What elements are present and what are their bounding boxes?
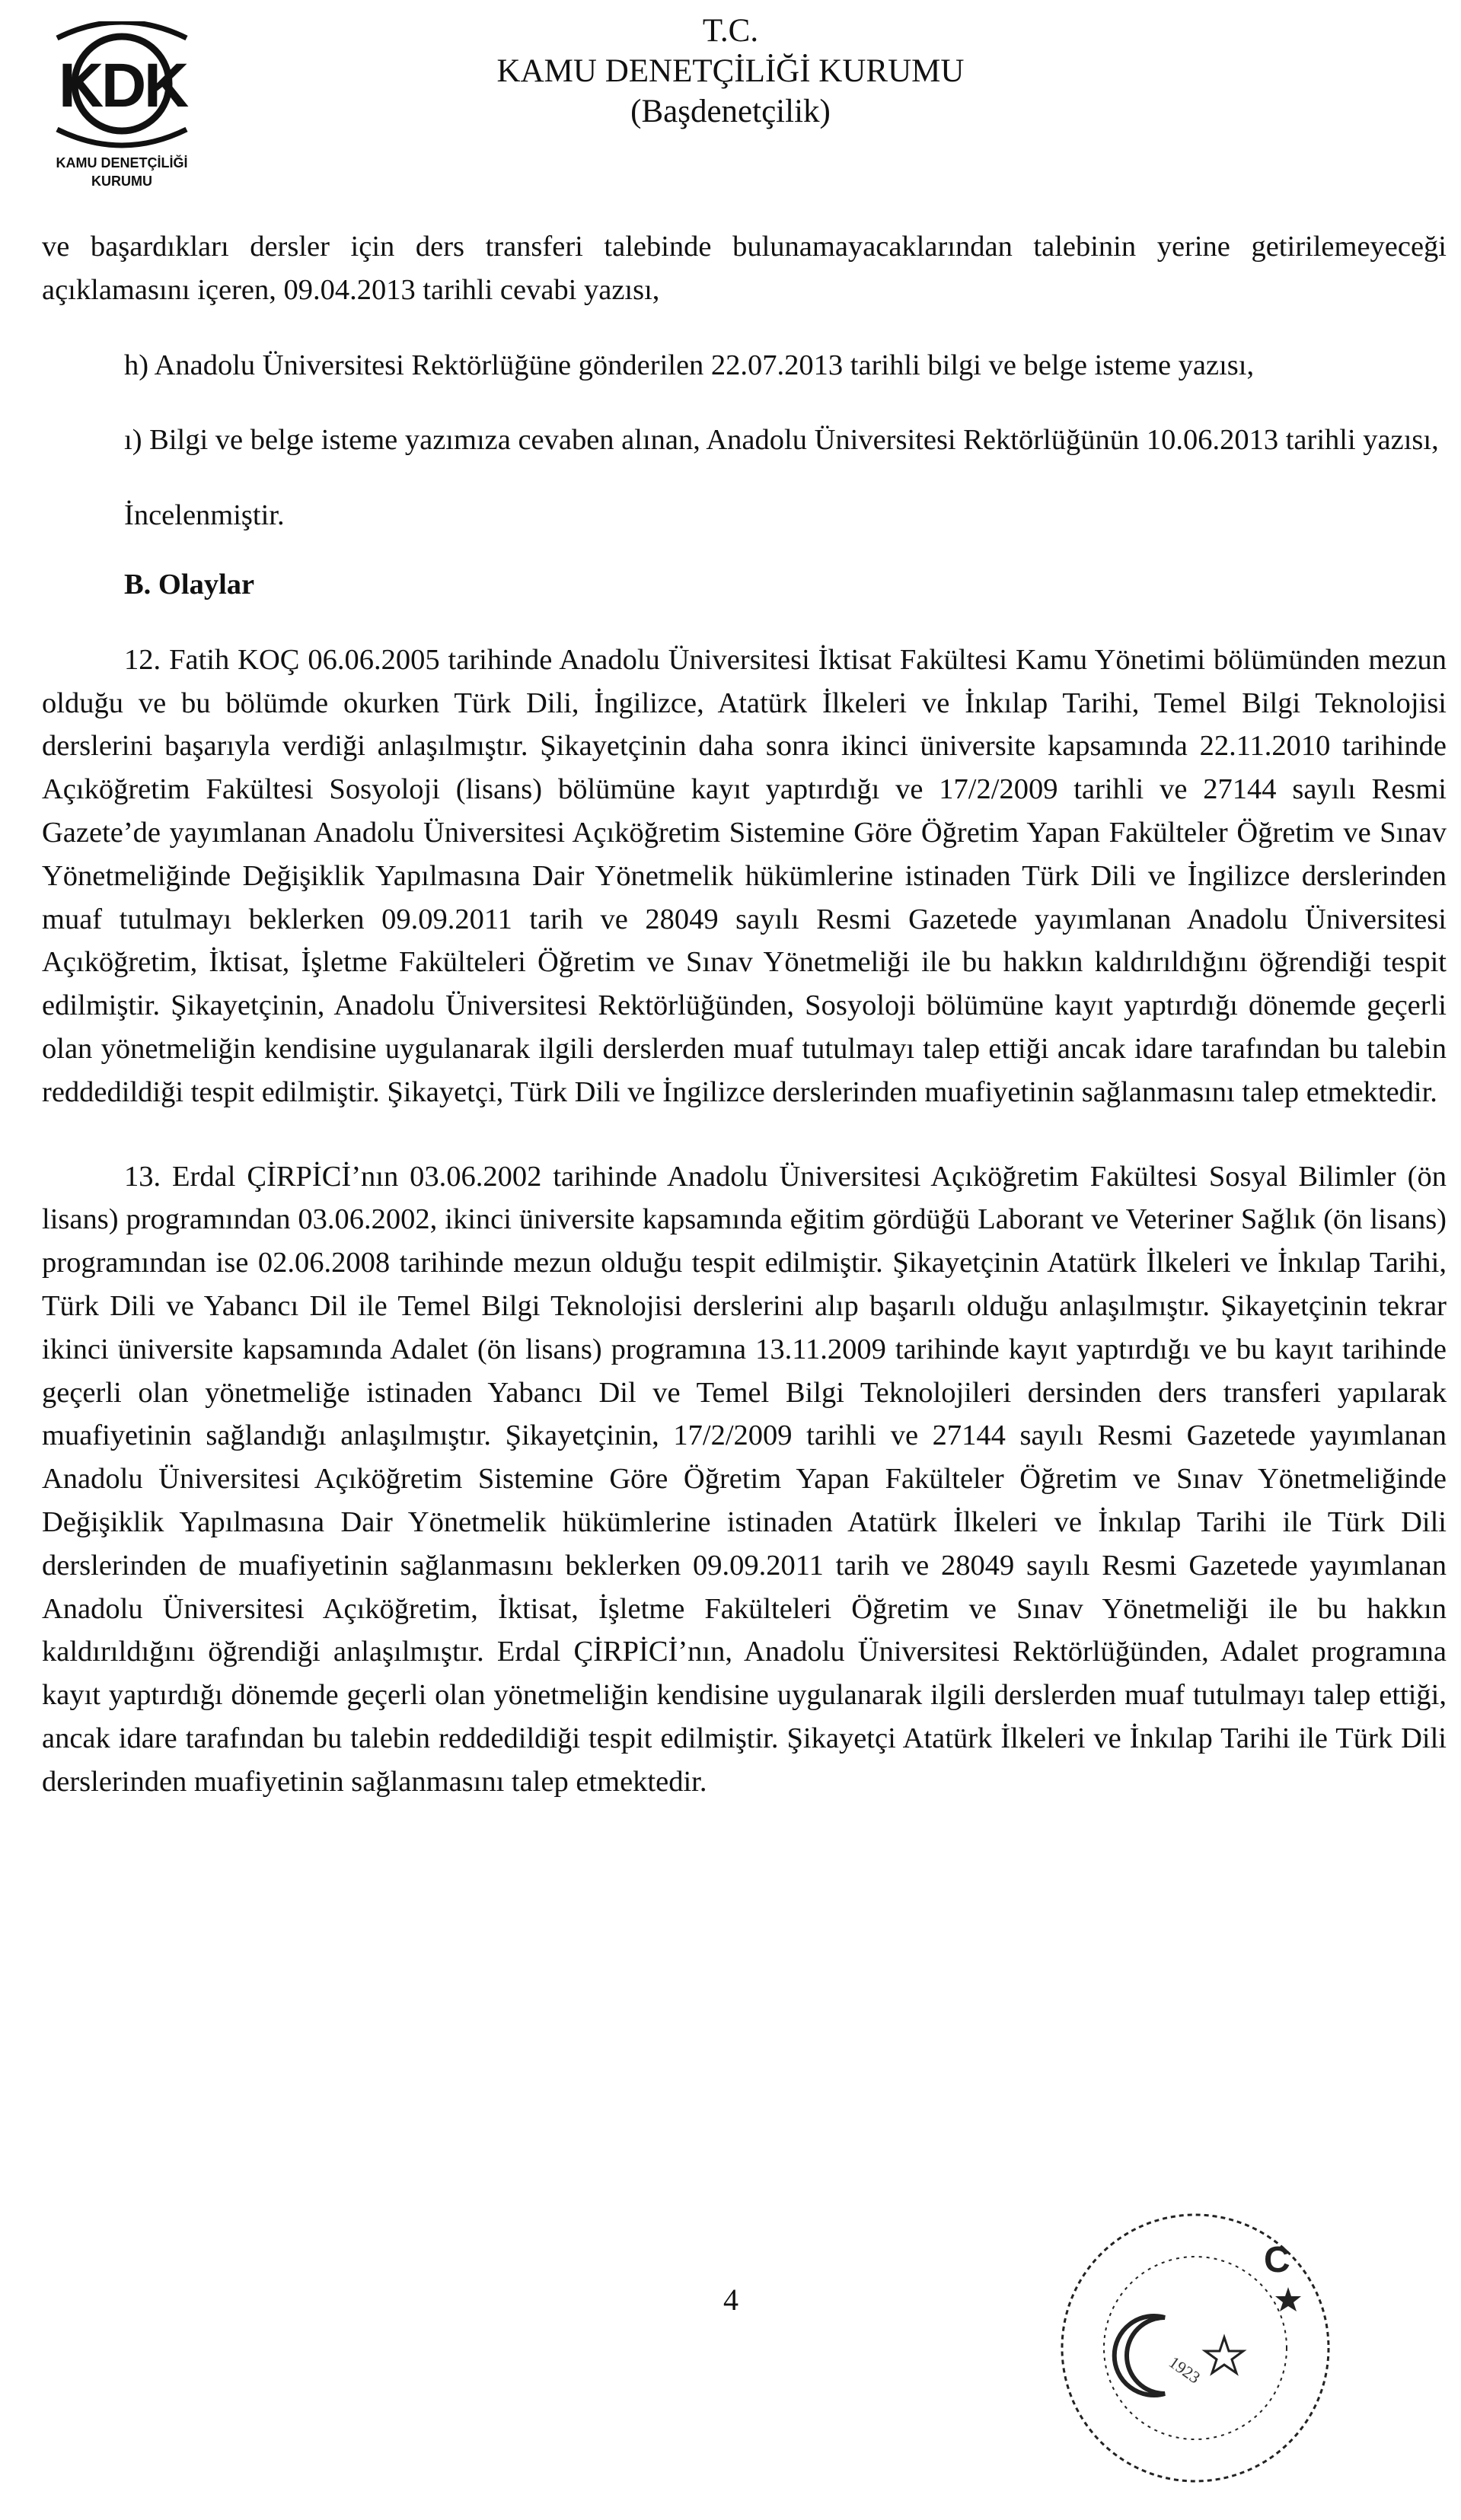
paragraph-incelenmistir: İncelenmiştir. — [124, 499, 285, 532]
paragraph-13: 13. Erdal ÇİRPİCİ’nın 03.06.2002 tarihinde Anadolu Üniversitesi Açıköğretim Fakültesi Sosyal Bilimler (ön lisans) programından 03.06.2002, ikinci üniversite kapsamında eğitim gördüğü Laborant ve Veteriner Sağlık (ön lisans) programından ise 02.06.2008 tarihinde mezun olduğu tespit edilmiştir. Şikayetçinin Atatürk İlkeleri ve İnkılap Tarihi, Türk Dili ve Yabancı Dil ile Temel Bilgi Teknolojisi derslerini alıp başarılı olduğu anlaşılmıştır. Şikayetçinin tekrar ikinci üniversite kapsamında Adalet (ön lisans) programına 13.11.2009 tarihinde kayıt yaptırdığı ve bu kayıt tarihinde geçerli olan yönetmeliğe istinaden Yabancı Dil ve Temel Bilgi Teknolojileri dersinden ders transferi yapılarak muafiyetinin sağlandığı anlaşılmıştır. Şikayetçinin, 17/2/2009 tarihli ve 27144 sayılı Resmi Gazetede yayımlanan Anadolu Üniversitesi Açıköğretim Sistemine Göre Öğretim Yapan Fakülteler Öğretim ve Sınav Yönetmeliğinde Değişiklik Yapılmasına Dair Yönetmelik hükümlerine istinaden Atatürk İlkeleri ve İnkılap Tarihi ile Türk Dili derslerinden de muafiyetinin sağlanmasını beklerken 09.09.2011 tarih ve 28049 sayılı Resmi Gazetede yayımlanan Anadolu Üniversitesi Açıköğretim, İktisat, İşletme Fakülteleri Öğretim ve Sınav Yönetmeliği ile bu hakkın kaldırıldığını öğrendiği anlaşılmıştır. Erdal ÇİRPİCİ’nın, Anadolu Üniversitesi Rektörlüğünden, Adalet programına kayıt yaptırdığı dönemde geçerli olan yönetmeliğin kendisine uygulanarak ilgili derslerden muaf tutulmayı talep ettiği, ancak idare tarafından bu talebin reddedildiği tespit edilmiştir. Şikayetçi Atatürk İlkeleri ve İnkılap Tarihi ile Türk Dili derslerinden muafiyetinin sağlanmasını talep etmektedir. — [42, 1160, 1447, 1798]
paragraph-continuation: ve başardıkları dersler için ders transferi talebinde bulunamayacaklarından talebinin yerine getirilemeyeceği açıklamasını içeren, 09.04.2013 tarihli cevabi yazısı, — [42, 231, 1447, 306]
official-seal — [1035, 2173, 1355, 2493]
document-header — [0, 11, 1461, 132]
logo-caption-line2: KURUMU — [91, 174, 152, 189]
svg-text:C: C — [1264, 2240, 1290, 2280]
page-number: 4 — [723, 2283, 738, 2317]
logo-letter-k-left: K — [59, 51, 104, 120]
logo-letter-k-right: K — [144, 51, 190, 120]
document-body — [42, 225, 1447, 1804]
paragraph-item-h: h) Anadolu Üniversitesi Rektörlüğüne gönderilen 22.07.2013 tarihli bilgi ve belge isteme yazısı, — [124, 349, 1255, 381]
paragraph-item-i: ı) Bilgi ve belge isteme yazımıza cevaben alınan, Anadolu Üniversitesi Rektörlüğünün 10.06.2013 tarihli yazısı, — [124, 424, 1439, 457]
seal-year: 1923 — [1165, 2352, 1204, 2388]
header-line-institution: KAMU DENETÇİLİĞİ KURUMU — [496, 53, 965, 89]
logo-letter-d: D — [101, 51, 147, 120]
official-seal-stamp-icon — [1035, 2173, 1355, 2493]
section-heading-olaylar: B. Olaylar — [124, 568, 255, 601]
logo-caption-line1: KAMU DENETÇİLİĞİ — [56, 155, 188, 170]
paragraph-12: 12. Fatih KOÇ 06.06.2005 tarihinde Anadolu Üniversitesi İktisat Fakültesi Kamu Yönetimi bölümünden mezun olduğu ve bu bölümde okurken Türk Dili, İngilizce, Atatürk İlkeleri ve İnkılap Tarihi, Temel Bilgi Teknolojisi derslerini başarıyla verdiği anlaşılmıştır. Şikayetçinin daha sonra ikinci üniversite kapsamında 22.11.2010 tarihinde Açıköğretim Fakültesi Sosyoloji (lisans) bölümüne kayıt yaptırdığı ve 17/2/2009 tarihli ve 27144 sayılı Resmi Gazete’de yayımlanan Anadolu Üniversitesi Açıköğretim Sistemine Göre Öğretim Yapan Fakülteler Öğretim ve Sınav Yönetmeliğinde Değişiklik Yapılmasına Dair Yönetmelik hükümlerine istinaden Türk Dili ve İngilizce derslerinden muaf tutulmayı beklerken 09.09.2011 tarih ve 28049 sayılı Resmi Gazetede yayımlanan Anadolu Üniversitesi Açıköğretim, İktisat, İşletme Fakülteleri Öğretim ve Sınav Yönetmeliği ile bu hakkın kaldırıldığını öğrendiği tespit edilmiştir. Şikayetçinin, Anadolu Üniversitesi Rektörlüğünden, Sosyoloji bölümüne kayıt yaptırdığı dönemde geçerli olan yönetmeliğin kendisine uygulanarak ilgili derslerden muaf tutulmayı talep ettiği ancak idare tarafından bu talebin reddedildiği tespit edilmiştir. Şikayetçi, Türk Dili ve İngilizce derslerinden muafiyetinin sağlanmasını talep etmektedir. — [42, 643, 1447, 1108]
header-line-department: (Başdenetçilik) — [630, 94, 831, 129]
header-line-tc: T.C. — [702, 13, 759, 49]
